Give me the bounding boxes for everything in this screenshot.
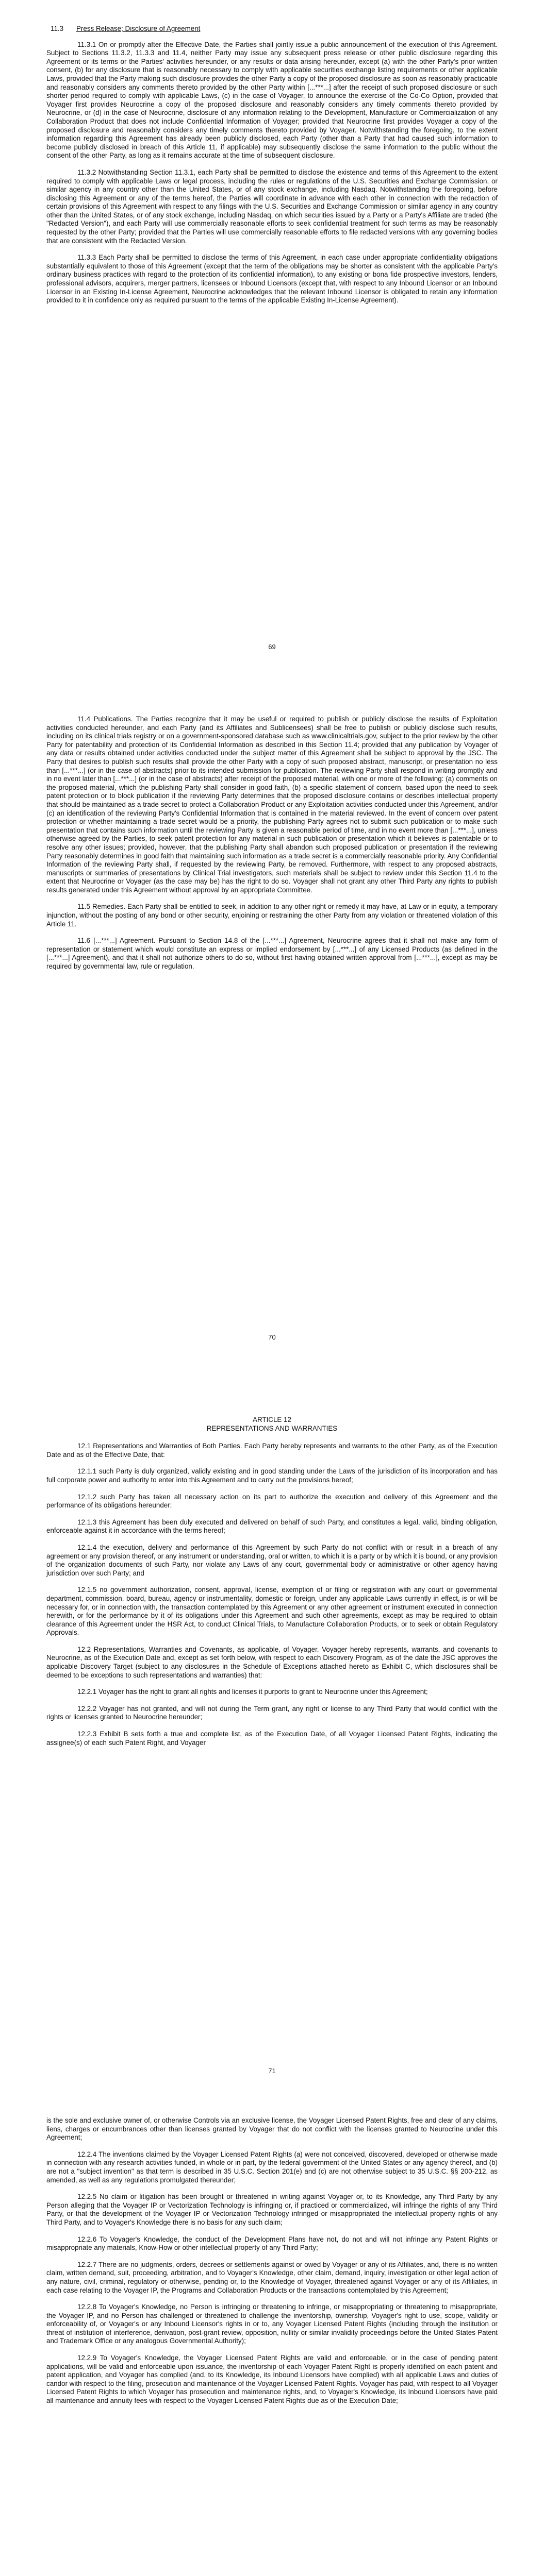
paragraph-12-1-4: 12.1.4 the execution, delivery and performance of this Agreement by such Party do not conflict with or result in a breach of any agreement or any provision thereof, or any instrument or understanding, oral or written, to which it is a party or by which it is bound, or any provision of the organization documents of such Party, nor violate any Laws of any court, governmental body or administrative or other agency having jurisdiction over such Party; and <box>46 1543 498 1577</box>
paragraph-12-1-5: 12.1.5 no government authorization, consent, approval, license, exemption of or filing or registration with any court or governmental department, commission, board, bureau, agency or instrumentality, domestic or foreign, under any applicable Laws currently in effect, is or will be necessary for, or in connection with, the transaction contemplated by this Agreement or any other agreement or instrument executed in connection herewith, or for the performance by it of its obligations under this Agreement and such other agreements, except as may be required to obtain clearance of this Agreement under the HSR Act, to conduct Clinical Trials, to Manufacture Collaboration Products, or to seek or obtain Regulatory Approvals. <box>46 1586 498 1637</box>
paragraph-11-3-1: 11.3.1 On or promptly after the Effective Date, the Parties shall jointly issue a public announcement of the execution of this Agreement. Subject to Sections 11.3.2, 11.3.3 and 11.4, neither Party may issue any subsequent press release or other public disclosure regarding this Agreement or its terms or the Parties' activities hereunder, or any results or data arising hereunder, except (a) with the other Party's prior written consent, (b) for any disclosure that is reasonably necessary to comply with applicable securities exchange listing requirements or other applicable Laws, provided that the Party making such disclosure provides the other Party a copy of the proposed disclosure as soon as reasonably practicable and reasonably considers any comments thereto provided by the other Party within [...***...] after the receipt of such proposed disclosure or such shorter period required to comply with applicable Laws, (c) in the case of Voyager, to announce the exercise of the Co-Co Option, provided that Voyager first provides Neurocrine a copy of the proposed disclosure and reasonably considers any timely comments thereto provided by Neurocrine, or (d) in the case of Neurocrine, disclosure of any information relating to the Development, Manufacture or Commercialization of any Collaboration Product that does not include Confidential Information of Voyager; provided that Neurocrine first provides Voyager a copy of the proposed disclosure and reasonably considers any timely comments thereto provided by Voyager. Notwithstanding the foregoing, to the extent information regarding this Agreement has already been publicly disclosed, each Party (other than a Party that had caused such information to become publicly disclosed in breach of this Article 11, if applicable) may subsequently disclose the same information to the public without the consent of the other Party, as long as it remains accurate at the time of subsequent disclosure. <box>46 40 498 160</box>
paragraph-12-2-3: 12.2.3 Exhibit B sets forth a true and complete list, as of the Execution Date, of all Voyager Licensed Patent Rights, indicating the assignee(s) of each such Patent Right, and Voyager <box>46 1730 498 1747</box>
page-number: 71 <box>268 2067 276 2075</box>
paragraph-12-2-3-continued: is the sole and exclusive owner of, or otherwise Controls via an exclusive license, the Voyager Licensed Patent Rights, free and clear of any claims, liens, charges or encumbrances other than licenses granted by Voyager that do not conflict with the licenses granted to Neurocrine under this Agreement; <box>46 2116 498 2142</box>
paragraph-11-5: 11.5 Remedies. Each Party shall be entitled to seek, in addition to any other right or remedy it may have, at Law or in equity, a temporary injunction, without the posting of any bond or other security, enjoining or restraining the other Party from any violation or threatened violation of this Article 11. <box>46 903 498 928</box>
paragraph-12-1-3: 12.1.3 this Agreement has been duly executed and delivered on behalf of such Party, and constitutes a legal, valid, binding obligation, enforceable against it in accordance with the terms hereof; <box>46 1518 498 1535</box>
section-number: 11.3 <box>51 25 64 32</box>
paragraph-12-2-6: 12.2.6 To Voyager's Knowledge, the conduct of the Development Plans have not, do not and will not infringe any Patent Rights or misappropriate any materials, Know-How or other intellectual property of any Third Party; <box>46 2235 498 2252</box>
paragraph-12-2-7: 12.2.7 There are no judgments, orders, decrees or settlements against or owed by Voyager or any of its Affiliates, and, there is no written claim, written demand, suit, proceeding, arbitration, and to Voyager's Knowledge, other claim, demand, inquiry, investigation or other legal action of any nature, civil, criminal, regulatory or otherwise, pending or, to the Knowledge of Voyager, threatened against Voyager or any of its Affiliates, in each case relating to the Voyager IP, the Programs and Collaboration Products or the transactions contemplated by this Agreement; <box>46 2260 498 2294</box>
paragraph-12-2-4: 12.2.4 The inventions claimed by the Voyager Licensed Patent Rights (a) were not conceived, discovered, developed or otherwise made in connection with any research activities funded, in whole or in part, by the federal government of the United States or any agency thereof, and (b) are not a "subject invention" as that term is described in 35 U.S.C. Section 201(e) and (c) are not otherwise subject to 35 U.S.C. §§ 200-212, as amended, as well as any regulations promulgated thereunder; <box>46 2150 498 2184</box>
paragraph-11-3-2: 11.3.2 Notwithstanding Section 11.3.1, each Party shall be permitted to disclose the existence and terms of this Agreement to the extent required to comply with applicable Laws or legal process, including the rules or regulations of the U.S. Securities and Exchange Commission, or similar agency in any country other than the United States, or of any stock exchange, including Nasdaq. Notwithstanding the foregoing, before disclosing this Agreement or any of the terms hereof, the Parties will coordinate in advance with each other in connection with the redaction of certain provisions of this Agreement with respect to any filings with the U.S. Securities and Exchange Commission or similar agency in any country other than the United States, or of any stock exchange, including Nasdaq, on which securities issued by a Party or a Party's Affiliate are traded (the "Redacted Version"), and each Party will use commercially reasonable efforts to seek confidential treatment for such terms as may be reasonably requested by the other Party; provided that the Parties will use commercially reasonable efforts to file redacted versions with any governing bodies that are consistent with the Redacted Version. <box>46 168 498 245</box>
section-11-3-heading <box>46 25 498 33</box>
page-72 <box>0 2116 544 2405</box>
article-number: ARTICLE 12 <box>253 1416 291 1423</box>
paragraph-12-2-9: 12.2.9 To Voyager's Knowledge, the Voyager Licensed Patent Rights are valid and enforceable, or in the case of pending patent applications, will be valid and enforceable upon issuance, the inventorship of each Voyager Patent Right is properly identified on each patent and patent application, and Voyager has complied (and, to its Knowledge, its Inbound Licensors have complied) with all applicable Laws and duties of candor with respect to the filing, prosecution and maintenance of the Voyager Licensed Patent Rights. Voyager has paid, with respect to all Voyager Licensed Patent Rights to which Voyager has prosecution and maintenance rights, and, to Voyager's Knowledge, its Inbound Licensors have paid all maintenance and annuity fees with respect to the Voyager Licensed Patent Rights due as of the Execution Date; <box>46 2354 498 2405</box>
paragraph-11-4: 11.4 Publications. The Parties recognize that it may be useful or required to publish or publicly disclose the results of Exploitation activities conducted hereunder, and each Party (and its Affiliates and Sublicensees) shall be free to publish or publicly disclose such results, including on its clinical trials registry or on a government-sponsored database such as www.clinicaltrials.gov, subject to the prior review by the other Party for patentability and protection of its Confidential Information as described in this Section 11.4; provided that any publication by Voyager of any data or results obtained under activities conducted under the subject matter of this Agreement shall be subject to approval by the JSC. The Party that desires to publish such results shall provide the other Party with a copy of such proposed abstract, manuscript, or presentation no less than [...***...] (or in the case of abstracts) prior to its intended submission for publication. The reviewing Party shall respond in writing promptly and in no event later than [...***...] (or in the case of abstracts) after receipt of the proposed material, with one or more of the following: (a) comments on the proposed material, which the publishing Party shall consider in good faith, (b) a specific statement of concern, based upon the need to seek patent protection or to block publication if the reviewing Party determines that the proposed disclosure contains or describes intellectual property that should be maintained as a trade secret to protect a Collaboration Product or any Exploitation activities conducted under this Agreement, and/or (c) an identification of the reviewing Party's Confidential Information that is contained in the material reviewed. In the event of concern over patent protection or whether maintaining a trade secret would be a priority, the publishing Party agrees not to submit such publication or to make such presentation that contains such information until the reviewing Party is given a reasonable period of time, and in no event more than [...***...], unless otherwise agreed by the Parties, to seek patent protection for any material in such publication or presentation which it believes is patentable or to resolve any other issues; provided, however, that the publishing Party shall abandon such proposed publication or presentation if the reviewing Party reasonably determines in good faith that maintaining such information as a trade secret is a commercially reasonable priority. Any Confidential Information of the reviewing Party shall, if requested by the reviewing Party, be removed. Furthermore, with respect to any proposed abstracts, manuscripts or summaries of presentations by Clinical Trial investigators, such materials shall be subject to review under this Section 11.4 to the extent that Neurocrine or Voyager (as the case may be) has the right to do so. Voyager shall not grant any other Third Party any rights to publish results generated under this Agreement without approval by an appropriate Committee. <box>46 715 498 894</box>
paragraph-12-1: 12.1 Representations and Warranties of Both Parties. Each Party hereby represents and warrants to the other Party, as of the Execution Date and as of the Effective Date, that: <box>46 1442 498 1459</box>
paragraph-12-2: 12.2 Representations, Warranties and Covenants, as applicable, of Voyager. Voyager hereby represents, warrants, and covenants to Neurocrine, as of the Execution Date and, except as set forth below, with respect to each Discovery Program, as of the date the JSC approves the applicable Discovery Target (subject to any disclosures in the Schedule of Exceptions attached hereto as Exhibit C, which disclosures shall be deemed to be exceptions to such representations and warranties) that: <box>46 1645 498 1679</box>
paragraph-11-6: 11.6 [...***...] Agreement. Pursuant to Section 14.8 of the [...***...] Agreement, Neurocrine agrees that it shall not make any form of representation or statement which would constitute an express or implied endorsement by [...***...] of any Licensed Products (as defined in the [...***...] Agreement), and that it shall not authorize others to do so, without first having obtained written approval from [...***...], except as may be required by governmental law, rule or regulation. <box>46 937 498 971</box>
page-69 <box>0 25 544 305</box>
page-number: 69 <box>268 643 276 651</box>
section-title: Press Release; Disclosure of Agreement <box>76 25 201 32</box>
page-70 <box>0 715 544 971</box>
paragraph-12-2-5: 12.2.5 No claim or litigation has been brought or threatened in writing against Voyager or, to its Knowledge, any Third Party by any Person alleging that the Voyager IP or Vectorization Technology is infringing or, if practiced or commercialized, will infringe the rights of any Third Party, or that the development of the Voyager IP or Vectorization Technology infringed or misappropriated the intellectual property rights of any Third Party, and to Voyager's Knowledge there is no basis for any such claim; <box>46 2193 498 2226</box>
paragraph-12-2-8: 12.2.8 To Voyager's Knowledge, no Person is infringing or threatening to infringe, or misappropriating or threatening to misappropriate, the Voyager IP, and no Person has challenged or threatened to challenge the inventorship, ownership, Voyager's right to use, scope, validity or enforceability of, or Voyager's or any Inbound Licensor's rights in or to, any Voyager Licensed Patent Rights (including through the institution or threat of institution of interference, derivation, post-grant review, opposition, nullity or similar invalidity proceedings before the United States Patent and Trademark Office or any analogous Governmental Authority); <box>46 2303 498 2345</box>
article-title: REPRESENTATIONS AND WARRANTIES <box>206 1424 338 1432</box>
paragraph-12-2-1: 12.2.1 Voyager has the right to grant all rights and licenses it purports to grant to Neurocrine under this Agreement; <box>77 1688 428 1696</box>
paragraph-11-3-3: 11.3.3 Each Party shall be permitted to disclose the terms of this Agreement, in each case under appropriate confidentiality obligations substantially equivalent to those of this Agreement (except that the term of the obligations may be shorter as consistent with the applicable Party's ordinary business practices with regard to the protection of its confidential information), to any existing or bona fide prospective investors, lenders, professional advisors, acquirers, merger partners, licensees or Inbound Licensors (except that, with respect to any Inbound Licensor or an Inbound Licensor in an Existing In-License Agreement, Neurocrine acknowledges that the relevant Inbound Licensor is obligated to retain any information provided to it in confidence only as required pursuant to the terms of the applicable Existing In-License Agreement). <box>46 253 498 304</box>
page-number: 70 <box>268 1333 276 1341</box>
paragraph-12-2-2: 12.2.2 Voyager has not granted, and will not during the Term grant, any right or license to any Third Party that would conflict with the rights or licenses granted to Neurocrine hereunder; <box>46 1704 498 1721</box>
paragraph-12-1-1: 12.1.1 such Party is duly organized, validly existing and in good standing under the Laws of the jurisdiction of its incorporation and has full corporate power and authority to enter into this Agreement and to carry out the provisions hereof; <box>46 1467 498 1484</box>
page-71 <box>0 1416 544 1747</box>
paragraph-12-1-2: 12.1.2 such Party has taken all necessary action on its part to authorize the execution and delivery of this Agreement and the performance of its obligations hereunder; <box>46 1493 498 1510</box>
